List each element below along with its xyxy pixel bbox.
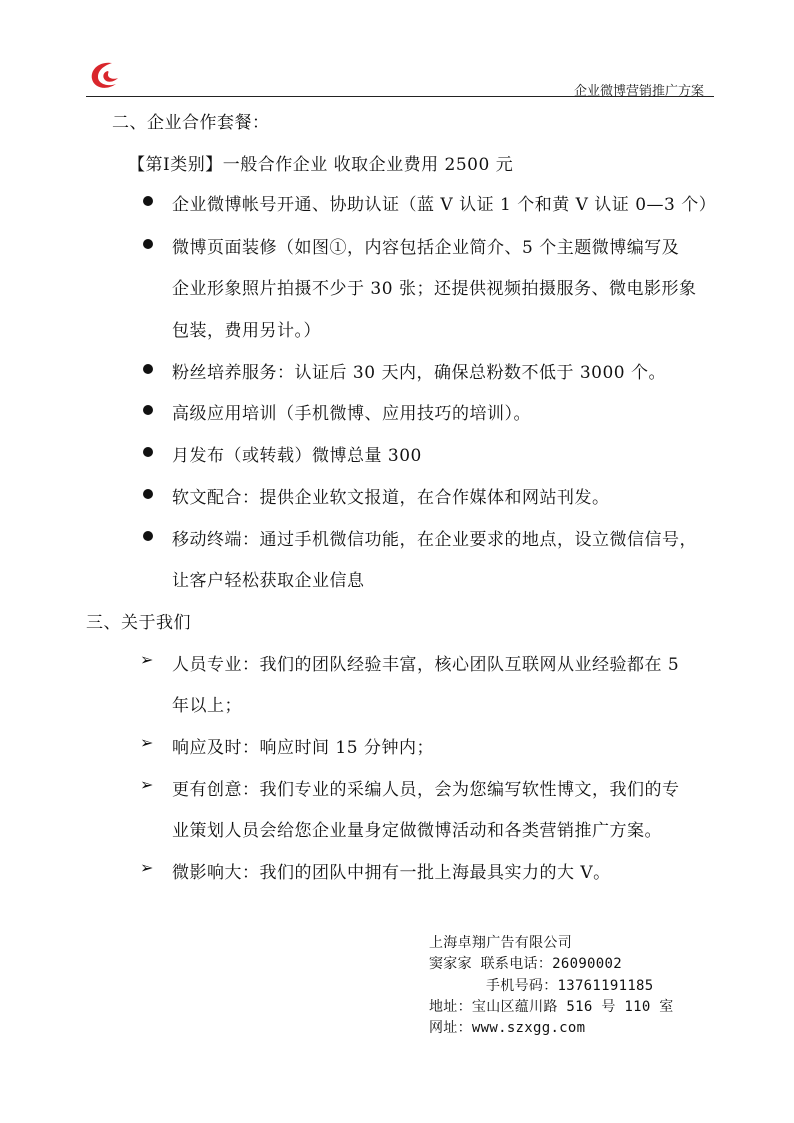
bullet-dot-icon [143, 489, 153, 499]
list-item: 高级应用培训（手机微博、应用技巧的培训）。 [172, 404, 531, 424]
company-logo [86, 57, 122, 93]
arrow-bullet-icon: ➢ [140, 858, 154, 877]
contact-phone: 窦家家 联系电话：26090002 [429, 956, 622, 972]
contact-mobile: 手机号码：13761191185 [486, 978, 654, 994]
list-item-continuation: 企业形象照片拍摄不少于 30 张；还提供视频拍摄服务、微电影形象 [172, 279, 697, 299]
document-header-title: 企业微博营销推广方案 [573, 84, 704, 99]
list-item-continuation: 业策划人员会给您企业量身定做微博活动和各类营销推广方案。 [172, 821, 662, 841]
list-item-continuation: 让客户轻松获取企业信息 [172, 571, 365, 591]
section-heading-about: 三、关于我们 [86, 613, 191, 633]
list-item: 微博页面装修（如图①，内容包括企业简介、5 个主题微博编写及 [172, 238, 680, 258]
company-name: 上海卓翔广告有限公司 [429, 935, 572, 951]
list-item: 软文配合：提供企业软文报道，在合作媒体和网站刊发。 [172, 488, 610, 508]
list-item: 更有创意：我们专业的采编人员，会为您编写软性博文，我们的专 [172, 780, 680, 800]
bullet-dot-icon [143, 239, 153, 249]
bullet-dot-icon [143, 405, 153, 415]
list-item-continuation: 包装，费用另计。） [172, 321, 321, 341]
list-item: 企业微博帐号开通、协助认证（蓝 V 认证 1 个和黄 V 认证 0—3 个） [172, 195, 717, 215]
list-item: 粉丝培养服务：认证后 30 天内，确保总粉数不低于 3000 个。 [172, 363, 667, 383]
arrow-bullet-icon: ➢ [140, 733, 154, 752]
bullet-dot-icon [143, 196, 153, 206]
header-divider [86, 96, 714, 97]
bullet-dot-icon [143, 364, 153, 374]
contact-website: 网址：www.szxgg.com [429, 1020, 586, 1036]
list-item: 月发布（或转载）微博总量 300 [172, 446, 422, 466]
list-item-continuation: 年以上； [172, 696, 242, 716]
arrow-bullet-icon: ➢ [140, 775, 154, 794]
section-heading-packages: 二、企业合作套餐： [112, 113, 270, 133]
list-item: 移动终端：通过手机微信功能，在企业要求的地点，设立微信信号， [172, 530, 697, 550]
bullet-dot-icon [143, 531, 153, 541]
bullet-dot-icon [143, 447, 153, 457]
list-item: 人员专业：我们的团队经验丰富，核心团队互联网从业经验都在 5 [172, 655, 680, 675]
arrow-bullet-icon: ➢ [140, 650, 154, 669]
contact-address: 地址：宝山区蕴川路 516 号 110 室 [429, 999, 674, 1015]
list-item: 响应及时：响应时间 15 分钟内； [172, 738, 434, 758]
package-title: 【第Ⅰ类别】一般合作企业 收取企业费用 2500 元 [128, 155, 514, 175]
list-item: 微影响大：我们的团队中拥有一批上海最具实力的大 V。 [172, 863, 611, 883]
